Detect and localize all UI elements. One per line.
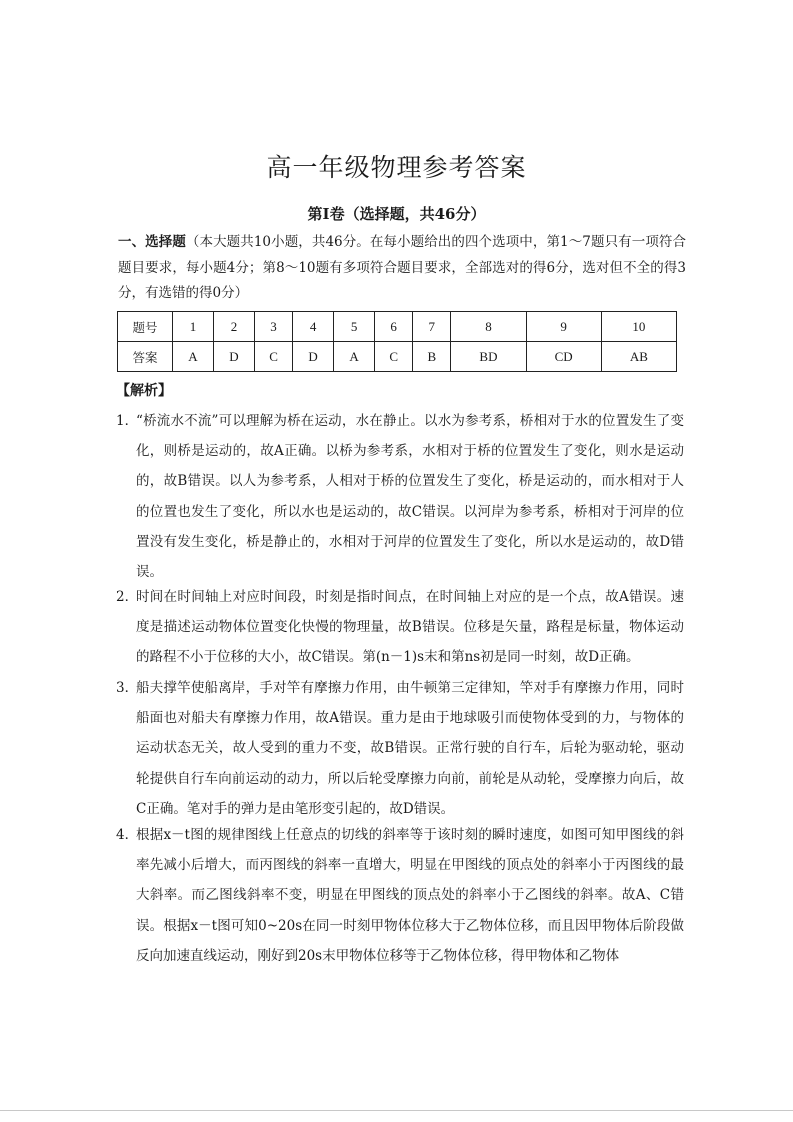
analysis-number: 2． (116, 589, 139, 605)
question-number: 4 (293, 312, 334, 342)
question-number: 8 (451, 312, 526, 342)
answer-cell: A (334, 342, 375, 372)
analysis-number: 3． (116, 680, 139, 696)
page-bottom-divider (0, 1110, 793, 1111)
row-label-answer: 答案 (118, 342, 173, 372)
analysis-item-2 (118, 582, 684, 673)
row-label-number: 题号 (118, 312, 173, 342)
section-heading: 一、选择题 (118, 234, 186, 250)
question-number: 6 (375, 312, 413, 342)
answer-cell: BD (451, 342, 526, 372)
answer-cell: B (413, 342, 451, 372)
question-number: 5 (334, 312, 375, 342)
answer-table (117, 311, 677, 372)
section-intro (118, 230, 686, 307)
analysis-text: 根据x－t图的规律图线上任意点的切线的斜率等于该时刻的瞬时速度，如图可知甲图线的斜率先减小后增大，而丙图线的斜率一直增大，明显在甲图线的顶点处的斜率小于丙图线的最大斜率。而乙图线斜率不变，明显在甲图线的顶点处的斜率小于乙图线的斜率。故A、C错误。根据x－t图可知0~20s在同一时刻甲物体位移大于乙物体位移，而且因甲物体后阶段做反向加速直线运动，刚好到20s末甲物体位移等于乙物体位移，得甲物体和乙物体 (136, 827, 684, 964)
question-number: 2 (213, 312, 254, 342)
analysis-text: 时间在时间轴上对应时间段，时刻是指时间点，在时间轴上对应的是一个点，故A错误。速度是描述运动物体位置变化快慢的物理量，故B错误。位移是矢量，路程是标量，物体运动的路程不小于位移的大小，故C错误。第(n－1)s末和第ns初是同一时刻，故D正确。 (136, 589, 684, 666)
answer-cell: D (293, 342, 334, 372)
analysis-item-3 (118, 673, 684, 824)
question-number: 9 (526, 312, 601, 342)
question-number: 10 (601, 312, 676, 342)
answer-cell: A (173, 342, 214, 372)
answer-cell: C (254, 342, 292, 372)
question-number: 3 (254, 312, 292, 342)
question-number: 7 (413, 312, 451, 342)
analysis-text: “桥流水不流”可以理解为桥在运动，水在静止。以水为参考系，桥相对于水的位置发生了变化，则桥是运动的，故A正确。以桥为参考系，水相对于桥的位置发生了变化，则水是运动的，故B错误。以人为参考系，人相对于桥的位置发生了变化，桥是运动的，而水相对于人的位置也发生了变化，所以水也是运动的，故C错误。以河岸为参考系，桥相对于河岸的位置没有发生变化，桥是静止的，水相对于河岸的位置发生了变化，所以水是运动的，故D错误。 (136, 413, 684, 581)
page-title: 高一年级物理参考答案 (266, 153, 527, 182)
analysis-item-1 (118, 406, 684, 587)
part-heading-text: 第Ⅰ卷（选择题，共46分） (307, 205, 486, 223)
answer-cell: AB (601, 342, 676, 372)
analysis-number: 4． (116, 827, 139, 843)
analysis-number: 1． (116, 413, 139, 429)
answer-cell: C (375, 342, 413, 372)
answer-cell: CD (526, 342, 601, 372)
part-heading (0, 203, 793, 224)
analysis-item-4 (118, 820, 684, 971)
answer-table-number-row (118, 312, 677, 342)
answer-cell: D (213, 342, 254, 372)
answer-table-answer-row (118, 342, 677, 372)
question-number: 1 (173, 312, 214, 342)
analysis-text: 船夫撑竿使船离岸，手对竿有摩擦力作用，由牛顿第三定律知，竿对手有摩擦力作用，同时船面也对船夫有摩擦力作用，故A错误。重力是由于地球吸引而使物体受到的力，与物体的运动状态无关，故人受到的重力不变，故B错误。正常行驶的自行车，后轮为驱动轮，驱动轮提供自行车向前运动的动力，所以后轮受摩擦力向前，前轮是从动轮，受摩擦力向后，故C正确。笔对手的弹力是由笔形变引起的，故D错误。 (136, 680, 684, 817)
section-description: （本大题共10小题，共46分。在每小题给出的四个选项中，第1～7题只有一项符合题目要求，每小题4分；第8～10题有多项符合题目要求，全部选对的得6分，选对但不全的得3分，有选错的得0分） (118, 234, 686, 301)
analysis-heading: 【解析】 (116, 383, 172, 399)
